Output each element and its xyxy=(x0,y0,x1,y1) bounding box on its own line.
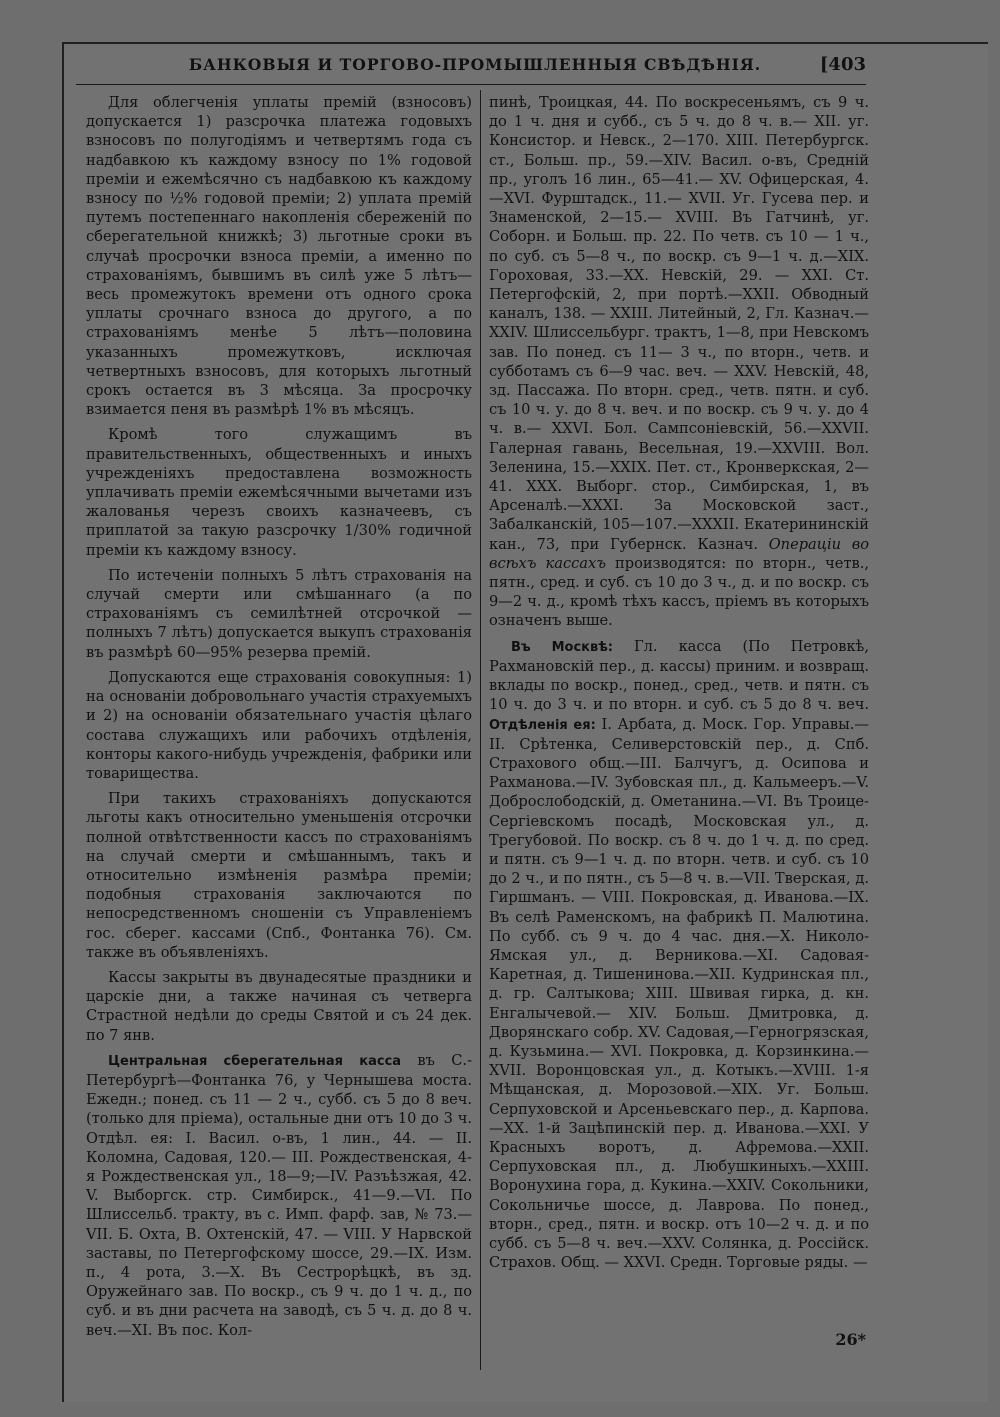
paragraph-collective-insurance: Допускаются еще страхованія совокупныя: 1) на основаніи добровольнаго участія страхуемыхъ и 2) на основаніи обязательнаго участія цѣлаго состава служащихъ или рабочихъ отдѣленія, конторы какого-нибудь учрежденія, фабрики или товарищества. xyxy=(86,668,472,782)
moscow-main-text: Гл. касса (По Петровкѣ, Рахмановскій пер., д. кассы) приним. и возвращ. вклады по воскр., понед., сред., четв. и пятн. съ 10 ч. до 3 ч. и по вторн. и суб. съ 5 до 8 ч. веч. xyxy=(489,637,870,714)
paragraph-privileges: При такихъ страхованіяхъ допускаются льготы какъ относительно уменьшенія отсрочки полной отвѣтственности кассъ по страхованіямъ на случай смерти и смѣшаннымъ, такъ и относительно измѣненія размѣра преміи; подобныя страхованія заключаются по непосредственномъ сношеніи съ Управленіемъ гос. сберег. кассами (Спб., Фонтанка 76). См. также въ объявленіяхъ. xyxy=(86,790,472,961)
moscow-branches-heading: Отдѣленія ея: xyxy=(489,717,596,733)
column-divider xyxy=(480,90,481,1370)
left-column xyxy=(86,93,472,1346)
paragraph-premium-payment: Для облегченія уплаты премій (взносовъ) допускается 1) разсрочка платежа годовыхъ взносовъ по полугодіямъ и четвертямъ года съ надбавкою къ каждому взносу по 1% годовой преміи и ежемѣсячно съ надбавкою къ каждому взносу по ½% годовой преміи; 2) уплата премій путемъ постепеннаго накопленія сбереженій по сберегательной книжкѣ; 3) льготные сроки въ случаѣ просрочки взноса преміи, а именно по страхованіямъ, бывшимъ въ силѣ уже 5 лѣтъ—весь промежутокъ времени отъ одного срока уплаты срочнаго взноса до другого, а по страхованіямъ менѣе 5 лѣтъ—половина указанныхъ промежутковъ, исключая четвертныхъ взносовъ, для которыхъ льготный срокъ остается въ 3 мѣсяца. За просрочку взимается пеня въ размѣрѣ 1% въ мѣсяцъ. xyxy=(86,94,472,419)
signature-mark: 26* xyxy=(835,1330,866,1349)
paragraph-closing-days: Кассы закрыты въ двунадесятые праздники и царскіе дни, а также начиная съ четверга Страстной недѣли до среды Святой и съ 24 дек. по 7 янв. xyxy=(86,968,472,1044)
moscow-branches-text: I. Арбата, д. Моск. Гор. Управы.—II. Срѣтенка, Селиверстовскій пер., д. Спб. Страхового общ.—III. Балчугъ, д. Осипова и Рахманова.—IV. Зубовская пл., д. Кальмееръ.—V. Доброслободскій, д. Ометанина.—VI. Въ Троице-Сергіевскомъ посадѣ, Московская ул., д. Трегубовой. По воскр. съ 8 ч. до 1 ч. д. по сред. и пятн. съ 9—1 ч. д. по вторн. четв. и суб. съ 10 до 2 ч., и по пятн., съ 5—8 ч. в.—VII. Тверская, д. Гиршманъ. — VIII. Покровская, д. Иванова.—IX. Въ селѣ Раменскомъ, на фабрикѣ П. Малютина. По субб. съ 9 ч. до 4 час. дня.—X. Николо-Ямская ул., д. Верникова.—XI. Садовая-Каретная, д. Тишенинова.—XII. Кудринская пл., д. гр. Салтыкова; XIII. Швивая гирка, д. кн. Енгалычевой.— XIV. Больш. Дмитровка, д. Дворянскаго собр. XV. Садовая,—Герногрязская, д. Кузьмина.— XVI. Покровка, д. Корзинкина.—XVII. Воронцовская ул., д. Котыкъ.—XVIII. 1-я Мѣщанская, д. Морозовой.—XIX. Уг. Больш. Серпуховской и Арсеньевскаго пер., д. Карпова.—XX. 1-й Зацѣпинскій пер. д. Иванова.—XXI. У Красныхъ воротъ, д. Афремова.—XXII. Серпуховская пл., д. Любушкиныхъ.—XXIII. Воронухина гора, д. Кукина.—XXIV. Сокольники, Сокольничье шоссе, д. Лаврова. По понед., вторн., сред., пятн. и воскр. отъ 10—2 ч. д. и по субб. съ 5—8 ч. веч.—XXV. Солянка, д. Россійск. Страхов. Общ. — XXVI. Средн. Торговые ряды. — xyxy=(489,715,869,1272)
page-number: [403 xyxy=(819,53,866,75)
paragraph-moscow xyxy=(489,637,869,1273)
paragraph-branches-spb xyxy=(489,93,869,631)
operations-text: производятся: по вторн., четв., пятн., сред. и суб. съ 10 до 3 ч., д. и по воскр. съ 9—2 ч. д., кромѣ тѣхъ кассъ, пріемъ въ которыхъ означенъ выше. xyxy=(489,554,870,630)
central-bank-heading: Центральная сберегательная касса xyxy=(108,1053,402,1069)
right-column xyxy=(489,93,869,1278)
paragraph-buyout: По истеченіи полныхъ 5 лѣтъ страхованія на случай смерти или смѣшаннаго (а по страхованіямъ съ семилѣтней отсрочкой — полныхъ 7 лѣтъ) допускается выкупъ страхованія въ размѣрѣ 60—95% резерва премій. xyxy=(86,566,472,661)
moscow-heading: Въ Москвѣ: xyxy=(511,639,613,655)
header-rule xyxy=(76,84,866,85)
paragraph-salary-deductions: Кромѣ того служащимъ въ правительственныхъ, общественныхъ и иныхъ учрежденіяхъ предоставлена возможность уплачивать преміи ежемѣсячными вычетами изъ жалованья черезъ своихъ казначеевъ, съ приплатой за такую разсрочку 1/30% годичной преміи къ каждому взносу. xyxy=(86,426,472,559)
page-header xyxy=(74,48,866,80)
operations-italic: Операціи во всѣхъ кассахъ xyxy=(489,535,869,572)
running-title: БАНКОВЫЯ И ТОРГОВО-ПРОМЫШЛЕННЫЯ СВѢДѢНІЯ. xyxy=(188,54,762,74)
central-bank-text: въ С.-Петербургѣ—Фонтанка 76, у Чернышева моста. Ежедн.; понед. съ 11 — 2 ч., субб. съ 5 до 8 веч. (только для пріема), остальные дни отъ 10 до 3 ч. Отдѣл. ея: I. Васил. о-въ, 1 лин., 44. — II. Коломна, Садовая, 120.— III. Рождественская, 4-я Рождественская ул., 18—9;—IV. Разъѣзжая, 42. V. Выборгск. стр. Симбирск., 41—9.—VI. По Шлиссельб. тракту, въ с. Имп. фарф. зав, № 73.—VII. Б. Охта, В. Охтенскій, 47. — VIII. У Нарвской заставы, по Петергофскому шоссе, 29.—IX. Изм. п., 4 рота, 3.—X. Въ Сестрорѣцкѣ, въ зд. Оружейнаго зав. По воскр., съ 9 ч. до 1 ч. д., по суб. и въ дни расчета на заводѣ, съ 5 ч. д. до 8 ч. веч.—XI. Въ пос. Кол- xyxy=(86,1051,472,1339)
paragraph-central-bank xyxy=(86,1051,472,1340)
branches-spb-text: пинѣ, Троицкая, 44. По воскресеньямъ, съ 9 ч. до 1 ч. дня и субб., съ 5 ч. до 8 ч. в.— XII. уг. Консистор. и Невск., 2—170. XIII. Петербургск. ст., Больш. пр., 59.—XIV. Васил. о-въ, Средній пр., уголъ 16 лин., 65—41.— XV. Офицерская, 4.—XVI. Фурштадск., 11.— XVII. Уг. Гусева пер. и Знаменской, 2—15.— XVIII. Въ Гатчинѣ, уг. Соборн. и Больш. пр. 22. По четв. съ 10 — 1 ч., по суб. съ 5—8 ч., по воскр. съ 9—1 ч. д.—XIX. Гороховая, 33.—XX. Невскій, 29. — XXI. Ст. Петергофскій, 2, при портѣ.—XXII. Обводный каналъ, 138. — XXIII. Литейный, 2, Гл. Казнач.—XXIV. Шлиссельбург. трактъ, 1—8, при Невскомъ зав. По понед. съ 11— 3 ч., по вторн., четв. и субботамъ съ 6—9 час. веч. — XXV. Невскій, 48, зд. Пассажа. По вторн. сред., четв. пятн. и суб. съ 10 ч. у. до 8 ч. веч. и по воскр. съ 9 ч. у. до 4 ч. в.— XXVI. Бол. Сампсоніевскій, 56.—XXVII. Галерная гавань, Весельная, 19.—XXVIII. Вол. Зеленина, 15.—XXIX. Пет. ст., Кронверкская, 2—41. XXX. Выборг. стор., Симбирская, 1, въ Арсеналѣ.—XXXI. За Московской заст., Забалканскій, 105—107.—XXXII. Екатерининскій кан., 73, при Губернск. Казнач. xyxy=(489,94,870,553)
